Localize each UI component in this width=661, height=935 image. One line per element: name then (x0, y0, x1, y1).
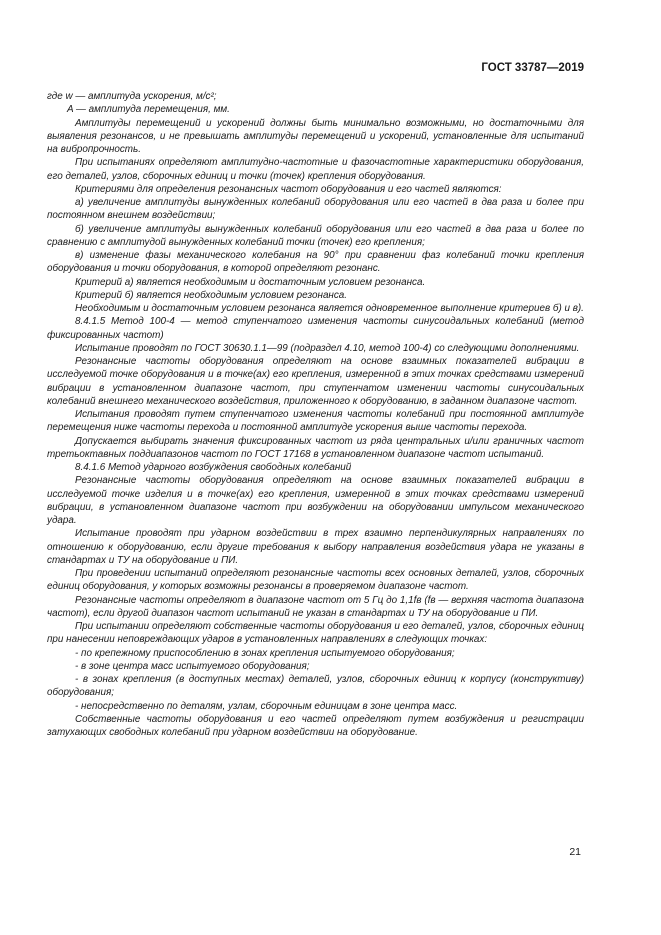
paragraph: Собственные частоты оборудования и его частей определяют путем возбуждения и регистрации затухающих свободных колебаний при ударном воздействии на оборудование. (47, 713, 584, 738)
paragraph: - в зоне центра масс испытуемого оборудования; (75, 660, 310, 672)
paragraph: При проведении испытаний определяют резонансные частоты всех основных деталей, узлов, сборочных единиц оборудования, у которых возможны резонансы в проверяемом диапазоне частот. (47, 568, 584, 593)
paragraph: - по крепежному приспособлению в зонах крепления испытуемого оборудования; (75, 647, 455, 659)
paragraph: Резонансные частоты оборудования определяют на основе взаимных показателей вибрации в исследуемой точке оборудования и в точке(ах) его крепления, измеренной в этих точках средствами измерений вибрации в установленном диапазоне частот, при ступенчатом изменении частоты синусоидальных колебаний внешнего механического воздействия, приложенного к оборудованию, в заданном диапазоне частот. (47, 356, 584, 407)
paragraph: Резонансные частоты оборудования определяют на основе взаимных показателей вибрации в исследуемой точке изделия и в точке(ах) его крепления, измеренной в этих точках средствами измерений вибрации, в установленном диапазоне частот при возбуждении на оборудовании импульсом механического удара. (47, 475, 584, 526)
paragraph: 8.4.1.6 Метод ударного возбуждения свободных колебаний (75, 462, 352, 473)
paragraph: A — амплитуда перемещения, мм. (67, 104, 230, 116)
paragraph: Допускается выбирать значения фиксированных частот из ряда центральных и/или граничных частот третьоктавных поддиапазонов частот по ГОСТ 17168 в установленном диапазоне частот испытаний. (47, 435, 584, 460)
document-code: ГОСТ 33787—2019 (481, 62, 584, 74)
body-text (47, 90, 584, 739)
paragraph: Критерий б) является необходимым условием резонанса. (75, 289, 348, 301)
paragraph: Испытание проводят по ГОСТ 30630.1.1—99 (подраздел 4.10, метод 100-4) со следующими дополнениями. (75, 342, 580, 354)
paragraph: а) увеличение амплитуды вынужденных колебаний оборудования или его частей в два раза и более при постоянном внешнем воздействии; (47, 197, 584, 222)
paragraph: При испытаниях определяют амплитудно-частотные и фазочастотные характеристики оборудования, его деталей, узлов, сборочных единиц и точки (точек) крепления оборудования. (47, 157, 584, 182)
paragraph: где w — амплитуда ускорения, м/с²; (47, 91, 217, 102)
paragraph: б) увеличение амплитуды вынужденных колебаний оборудования или его частей в два раза и более по сравнению с амплитудой вынужденных колебаний точки (точек) его крепления; (47, 223, 584, 248)
paragraph: Критериями для определения резонансных частот оборудования и его частей являются: (75, 183, 502, 195)
paragraph: - непосредственно по деталям, узлам, сборочным единицам в зоне центра масс. (75, 700, 458, 712)
paragraph: Критерий а) является необходимым и достаточным условием резонанса. (75, 276, 426, 288)
paragraph: Резонансные частоты определяют в диапазоне частот от 5 Гц до 1,1fв (fв — верхняя частота диапазона частот), если другой диапазон частот испытаний не указан в стандартах и ТУ на оборудование и ПИ. (47, 594, 584, 619)
paragraph: Амплитуды перемещений и ускорений должны быть минимально возможными, но достаточными для выявления резонансов, и не превышать амплитуды перемещений и ускорений, установленные для испытаний на вибропрочность. (47, 117, 584, 155)
paragraph: Испытание проводят при ударном воздействии в трех взаимно перпендикулярных направлениях по отношению к оборудованию, если другие требования к выбору направления воздействия удара не указаны в стандартах и ТУ на оборудование и ПИ. (47, 528, 584, 566)
paragraph: Необходимым и достаточным условием резонанса является одновременное выполнение критериев б) и в). (75, 303, 584, 314)
paragraph: При испытании определяют собственные частоты оборудования и его деталей, узлов, сборочных единиц при нанесении неповреждающих ударов в установленных направлениях в следующих точках: (47, 621, 584, 646)
paragraph: 8.4.1.5 Метод 100-4 — метод ступенчатого изменения частоты синусоидальных колебаний (метод фиксированных частот) (47, 316, 584, 341)
paragraph: Испытания проводят путем ступенчатого изменения частоты колебаний при постоянной амплитуде перемещения ниже частоты перехода и постоянной амплитуде ускорения выше частоты перехода. (47, 409, 584, 434)
paragraph: в) изменение фазы механического колебания на 90° при сравнении фаз колебаний точки крепления оборудования и точки оборудования, в которой определяют резонанс. (47, 250, 584, 275)
paragraph: - в зонах крепления (в доступных местах) деталей, узлов, сборочных единиц к корпусу (конструктиву) оборудования; (47, 674, 584, 699)
page-number: 21 (569, 846, 581, 858)
